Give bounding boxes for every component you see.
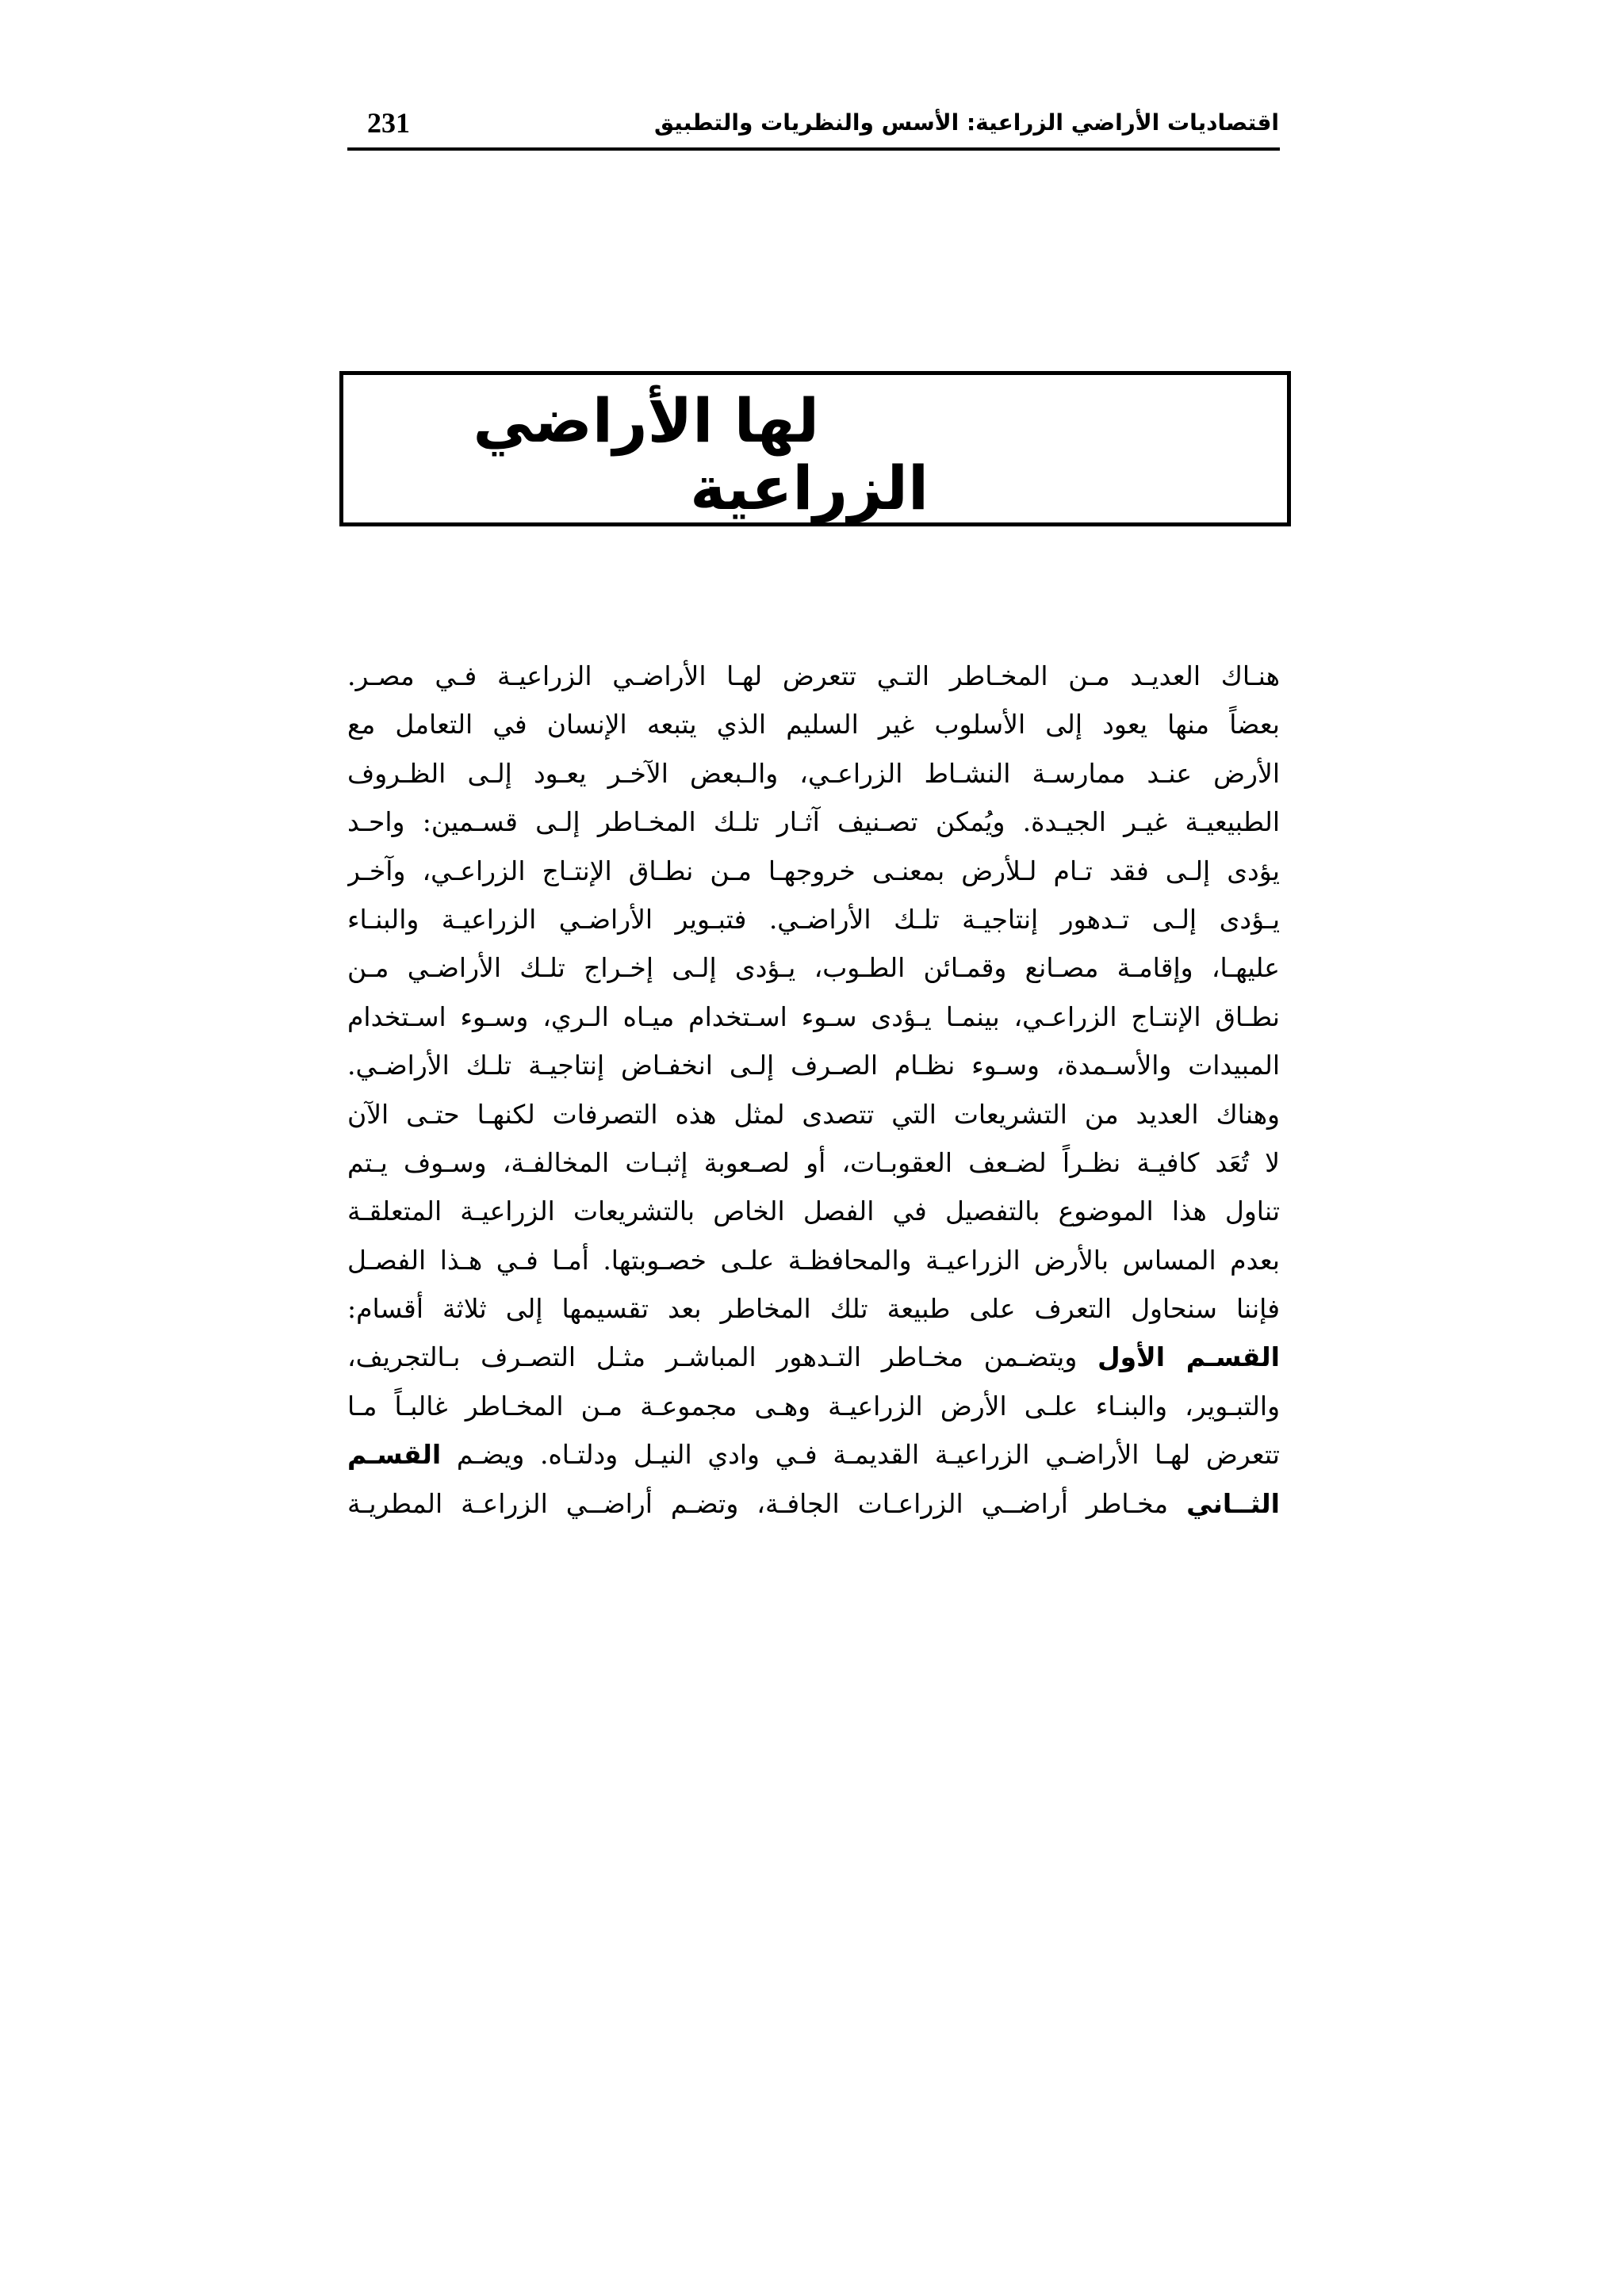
body-line [347,1138,1280,1187]
body-line-text: الطبيعيـة غيـر الجيـدة. ويُمكن تصـنيف آثـار تلـك المخـاطر إلـى قسـمين: واحـد [347,806,1280,838]
body-line [347,1333,1280,1381]
body-line [347,1041,1280,1089]
bold-term: القسـم الأول [1097,1341,1280,1373]
body-line [347,1090,1280,1138]
running-title: اقتصاديات الأراضي الزراعية: الأسس والنظريات والتطبيق [654,109,1279,136]
body-line [347,895,1280,943]
body-line-text: تتعرض لهـا الأراضـي الزراعيـة القديمـة فـي وادي النيـل ودلتـاه. ويضـم [441,1439,1280,1471]
page-header [347,101,1279,146]
bold-term: القسـم [347,1439,442,1471]
body-line-text: فإننا سنحاول التعرف على طبيعة تلك المخاطر بعد تقسيمها إلى ثلاثة أقسام: [347,1293,1280,1325]
body-line-text: بعضاً منها يعود إلى الأسلوب غير السليم الذي يتبعه الإنسان في التعامل مع [347,709,1280,740]
body-line [347,993,1280,1041]
chapter-title-line-2: الزراعية [690,453,929,523]
chapter-title-line-1: لها الأراضي [473,385,819,456]
chapter-title-box [339,371,1291,526]
body-line [347,1187,1280,1235]
body-line-text: وهناك العديد من التشريعات التي تتصدى لمثل هذه التصرفات لكنهـا حتـى الآن [347,1098,1280,1130]
body-line [347,1284,1280,1333]
bold-term: الثــاني [1186,1487,1280,1519]
header-rule [347,147,1280,151]
body-line-text: يـؤدى إلـى تـدهور إنتاجيـة تلـك الأراضـي. فتبـوير الأراضـي الزراعيـة والبنـاء [347,903,1280,935]
body-line-text: مخـاطر أراضــي الزراعـات الجافـة، وتضـم أراضــي الزراعـة المطريـة [347,1487,1187,1519]
body-line [347,700,1280,748]
body-line [347,1479,1280,1528]
body-line [347,1430,1280,1479]
body-line-text: والتبـوير، والبنـاء علـى الأرض الزراعيـة وهـى مجموعـة مـن المخـاطر غالبـاً مـا [347,1390,1280,1422]
body-line [347,847,1280,895]
body-line-text: نطـاق الإنتـاج الزراعـي، بينمـا يـؤدى سـوء اسـتخدام ميـاه الـري، وسـوء اسـتخدام [347,1001,1280,1032]
body-line [347,1236,1280,1284]
body-line-text: تناول هذا الموضوع بالتفصيل في الفصل الخاص بالتشريعات الزراعيـة المتعلقـة [347,1196,1280,1227]
body-line [347,943,1280,992]
body-line-text: هنـاك العديـد مـن المخـاطر التـي تتعرض لهـا الأراضـي الزراعيـة فـي مصـر. [347,660,1280,691]
body-line-text: عليهـا، وإقامـة مصـانع وقمـائن الطـوب، يـؤدى إلـى إخـراج تلـك الأراضـي مـن [347,952,1280,984]
body-line-text: لا تُعَد كافيـة نظـراً لضـعف العقوبـات، أو لصـعوبة إثبـات المخالفـة، وسـوف يـتم [347,1146,1280,1178]
body-line-text: المبيدات والأسـمدة، وسـوء نظـام الصـرف إلـى انخفـاض إنتاجيـة تلـك الأراضـي. [347,1050,1280,1081]
body-line-text: يؤدى إلـى فقد تـام لـلأرض بمعنـى خروجهـا مـن نطـاق الإنتـاج الزراعـي، وآخـر [347,855,1280,886]
body-paragraph [347,652,1280,1528]
page-number: 231 [367,107,410,139]
body-line [347,749,1280,798]
body-line [347,798,1280,846]
body-line [347,1382,1280,1430]
body-line-text: بعدم المساس بالأرض الزراعيـة والمحافظـة علـى خصـوبتها. أمـا فـي هـذا الفصـل [347,1244,1280,1276]
body-line-text: ويتضـمن مخـاطر التـدهور المباشـر مثـل التصـرف بـالتجريف، [347,1341,1098,1373]
body-line-text: الأرض عنـد ممارسـة النشـاط الزراعـي، والـبعض الآخـر يعـود إلـى الظـروف [347,757,1280,789]
body-line [347,652,1280,700]
